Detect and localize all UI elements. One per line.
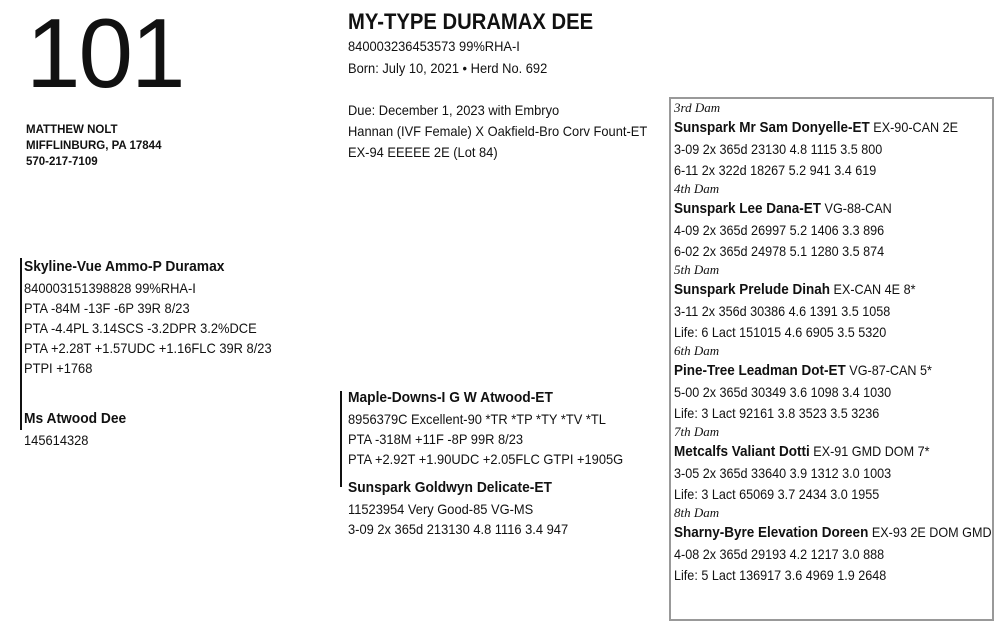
dam-entry	[674, 505, 992, 586]
dam-label: 7th Dam	[674, 424, 720, 439]
dam-entry-name	[674, 278, 960, 301]
dam-classification: EX-90-CAN 2E	[873, 119, 959, 135]
sire-dam-bracket	[20, 258, 22, 430]
lot-number: 101	[26, 0, 184, 108]
dam-entry-name	[674, 359, 960, 382]
dam-entry-name	[674, 116, 960, 139]
dam-entry-name-text: Sunspark Lee Dana-ET	[674, 200, 822, 217]
dam-record: 3-11 2x 356d 30386 4.6 1391 3.5 1058	[674, 303, 891, 319]
sire-block	[24, 256, 293, 378]
dam-entry-name	[674, 521, 992, 544]
dam-entry-name-text: Sunspark Mr Sam Donyelle-ET	[674, 119, 870, 136]
sire-line: PTA -4.4PL 3.14SCS -3.2DPR 3.2%DCE	[24, 320, 257, 336]
animal-name: MY-TYPE DURAMAX DEE	[348, 9, 594, 34]
dam-entry-name-text: Sharny-Byre Elevation Doreen	[674, 524, 869, 541]
maternal-grandsire-name: Maple-Downs-I G W Atwood-ET	[348, 389, 553, 406]
dam-label: 8th Dam	[674, 505, 720, 520]
maternal-grandsire-line: PTA -318M +11F -8P 99R 8/23	[348, 431, 524, 447]
dam-entry	[674, 262, 992, 343]
consignor-block	[26, 122, 161, 170]
dam-classification: EX-91 GMD DOM 7*	[813, 443, 930, 459]
dam-label: 3rd Dam	[674, 100, 721, 115]
sire-line: PTPI +1768	[24, 360, 93, 376]
consignor-name: MATTHEW NOLT	[26, 124, 118, 136]
maternal-granddam-name: Sunspark Goldwyn Delicate-ET	[348, 479, 552, 496]
dam-block	[24, 408, 135, 450]
dam-classification: VG-87-CAN 5*	[849, 362, 932, 378]
dam-record: 3-05 2x 365d 33640 3.9 1312 3.0 1003	[674, 465, 892, 481]
dam-entry-name-text: Pine-Tree Leadman Dot-ET	[674, 362, 846, 379]
due-line-1: Due: December 1, 2023 with Embryo	[348, 102, 560, 118]
consignor-phone: 570-217-7109	[26, 156, 98, 168]
dam-record: 5-00 2x 365d 30349 3.6 1098 3.4 1030	[674, 384, 892, 400]
consignor-location: MIFFLINBURG, PA 17844	[26, 140, 162, 152]
dam-entry-name	[674, 197, 960, 220]
due-line-3: EX-94 EEEEE 2E (Lot 84)	[348, 144, 498, 160]
dam-entry	[674, 100, 992, 181]
dam-line: 145614328	[24, 432, 89, 448]
maternal-granddam-line: 11523954 Very Good-85 VG-MS	[348, 501, 534, 517]
dam-classification: VG-88-CAN	[824, 200, 892, 216]
dam-entry-name-text: Metcalfs Valiant Dotti	[674, 443, 810, 460]
dams-list	[674, 100, 992, 586]
dam-record: Life: 5 Lact 136917 3.6 4969 1.9 2648	[674, 567, 887, 583]
maternal-granddam-line: 3-09 2x 365d 213130 4.8 1116 3.4 947	[348, 521, 569, 537]
animal-id: 840003236453573 99%RHA-I	[348, 38, 520, 54]
dam-entry	[674, 424, 992, 505]
sire-line: 840003151398828 99%RHA-I	[24, 280, 196, 296]
dam-record: 3-09 2x 365d 23130 4.8 1115 3.5 800	[674, 141, 883, 157]
dam-label: 5th Dam	[674, 262, 720, 277]
dam-record: Life: 3 Lact 92161 3.8 3523 3.5 3236	[674, 405, 880, 421]
sire-name: Skyline-Vue Ammo-P Duramax	[24, 258, 225, 275]
dam-entry	[674, 343, 992, 424]
maternal-granddam-block	[348, 477, 587, 539]
animal-born: Born: July 10, 2021 • Herd No. 692	[348, 60, 548, 76]
dam-record: 4-09 2x 365d 26997 5.2 1406 3.3 896	[674, 222, 885, 238]
dam-name: Ms Atwood Dee	[24, 410, 127, 427]
sire-line: PTA +2.28T +1.57UDC +1.16FLC 39R 8/23	[24, 340, 272, 356]
dam-record: 4-08 2x 365d 29193 4.2 1217 3.0 888	[674, 546, 885, 562]
dam-label: 4th Dam	[674, 181, 720, 196]
maternal-grandsire-line: PTA +2.92T +1.90UDC +2.05FLC GTPI +1905G	[348, 451, 624, 467]
grandparents-bracket	[340, 391, 342, 487]
maternal-grandsire-block	[348, 387, 647, 469]
dam-classification: EX-93 2E DOM GMD	[871, 524, 992, 540]
dam-record: Life: 3 Lact 65069 3.7 2434 3.0 1955	[674, 486, 880, 502]
dam-entry-name-text: Sunspark Prelude Dinah	[674, 281, 831, 298]
dam-classification: EX-CAN 4E 8*	[833, 281, 916, 297]
dam-record: 6-02 2x 365d 24978 5.1 1280 3.5 874	[674, 243, 885, 259]
sire-line: PTA -84M -13F -6P 39R 8/23	[24, 300, 190, 316]
dam-record: 6-11 2x 322d 18267 5.2 941 3.4 619	[674, 162, 877, 178]
dam-entry-name	[674, 440, 960, 463]
dam-record: Life: 6 Lact 151015 4.6 6905 3.5 5320	[674, 324, 887, 340]
maternal-grandsire-line: 8956379C Excellent-90 *TR *TP *TY *TV *TL	[348, 411, 606, 427]
dam-entry	[674, 181, 992, 262]
due-line-2: Hannan (IVF Female) X Oakfield-Bro Corv Fount-ET	[348, 123, 648, 139]
dam-label: 6th Dam	[674, 343, 720, 358]
